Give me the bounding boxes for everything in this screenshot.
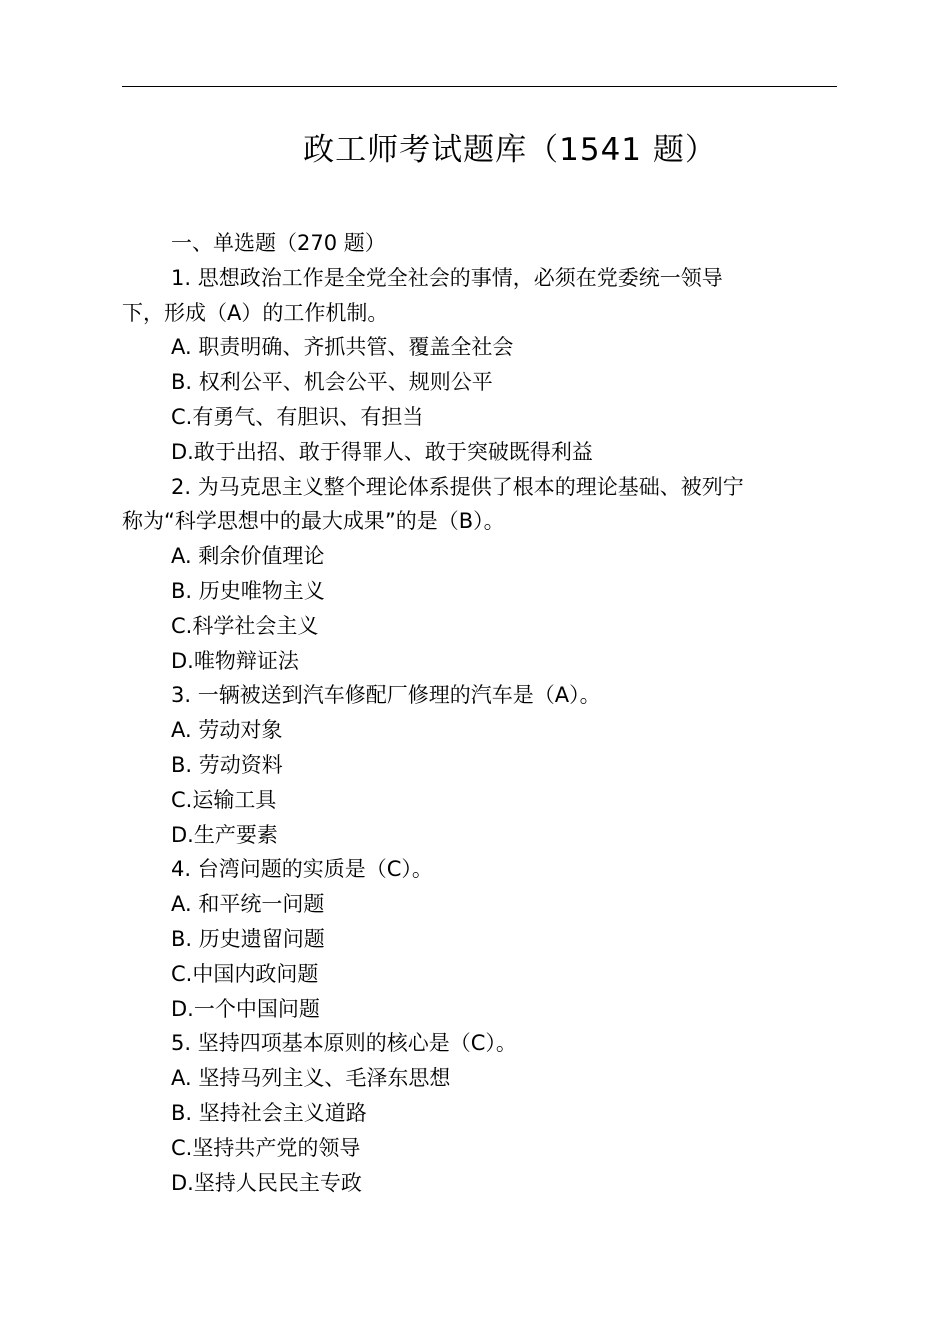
option-b: B. 权利公平、机会公平、规则公平: [171, 370, 493, 395]
question-text: 3. 一辆被送到汽车修配厂修理的汽车是（A）。: [171, 683, 601, 708]
document-body: [122, 226, 822, 1200]
option-a: A. 职责明确、齐抓共管、覆盖全社会: [171, 335, 514, 360]
option-c: C.运输工具: [171, 787, 277, 812]
question-5: [122, 1026, 822, 1200]
option-b: B. 劳动资料: [171, 752, 283, 777]
option-c: C.科学社会主义: [171, 613, 319, 638]
question-text: 1. 思想政治工作是全党全社会的事情，必须在党委统一领导: [171, 265, 723, 290]
option-a: A. 剩余价值理论: [171, 544, 325, 569]
question-text: 下，形成（A）的工作机制。: [122, 300, 389, 325]
option-b: B. 坚持社会主义道路: [171, 1100, 367, 1125]
option-b: B. 历史唯物主义: [171, 578, 325, 603]
option-a: A. 和平统一问题: [171, 892, 325, 917]
question-1: [122, 261, 822, 470]
option-a: A. 坚持马列主义、毛泽东思想: [171, 1066, 451, 1091]
question-text: 5. 坚持四项基本原则的核心是（C）。: [171, 1031, 517, 1056]
option-d: D.坚持人民民主专政: [171, 1170, 362, 1195]
question-2: [122, 470, 822, 679]
question-text: 2. 为马克思主义整个理论体系提供了根本的理论基础、被列宁: [171, 474, 744, 499]
header-rule: [122, 86, 837, 87]
option-b: B. 历史遗留问题: [171, 926, 325, 951]
document-title: 政工师考试题库（1541 题）: [303, 132, 717, 168]
option-d: D.敢于出招、敢于得罪人、敢于突破既得利益: [171, 439, 593, 464]
section-heading: 一、单选题（270 题）: [171, 231, 386, 255]
option-c: C.坚持共产党的领导: [171, 1135, 361, 1160]
question-4: [122, 852, 822, 1026]
question-text: 称为“科学思想中的最大成果”的是（B）。: [122, 509, 505, 534]
option-a: A. 劳动对象: [171, 718, 283, 743]
option-d: D.生产要素: [171, 822, 278, 847]
option-d: D.唯物辩证法: [171, 648, 299, 673]
question-text: 4. 台湾问题的实质是（C）。: [171, 857, 433, 882]
option-c: C.有勇气、有胆识、有担当: [171, 404, 424, 429]
question-3: [122, 678, 822, 852]
option-d: D.一个中国问题: [171, 996, 320, 1021]
option-c: C.中国内政问题: [171, 961, 319, 986]
